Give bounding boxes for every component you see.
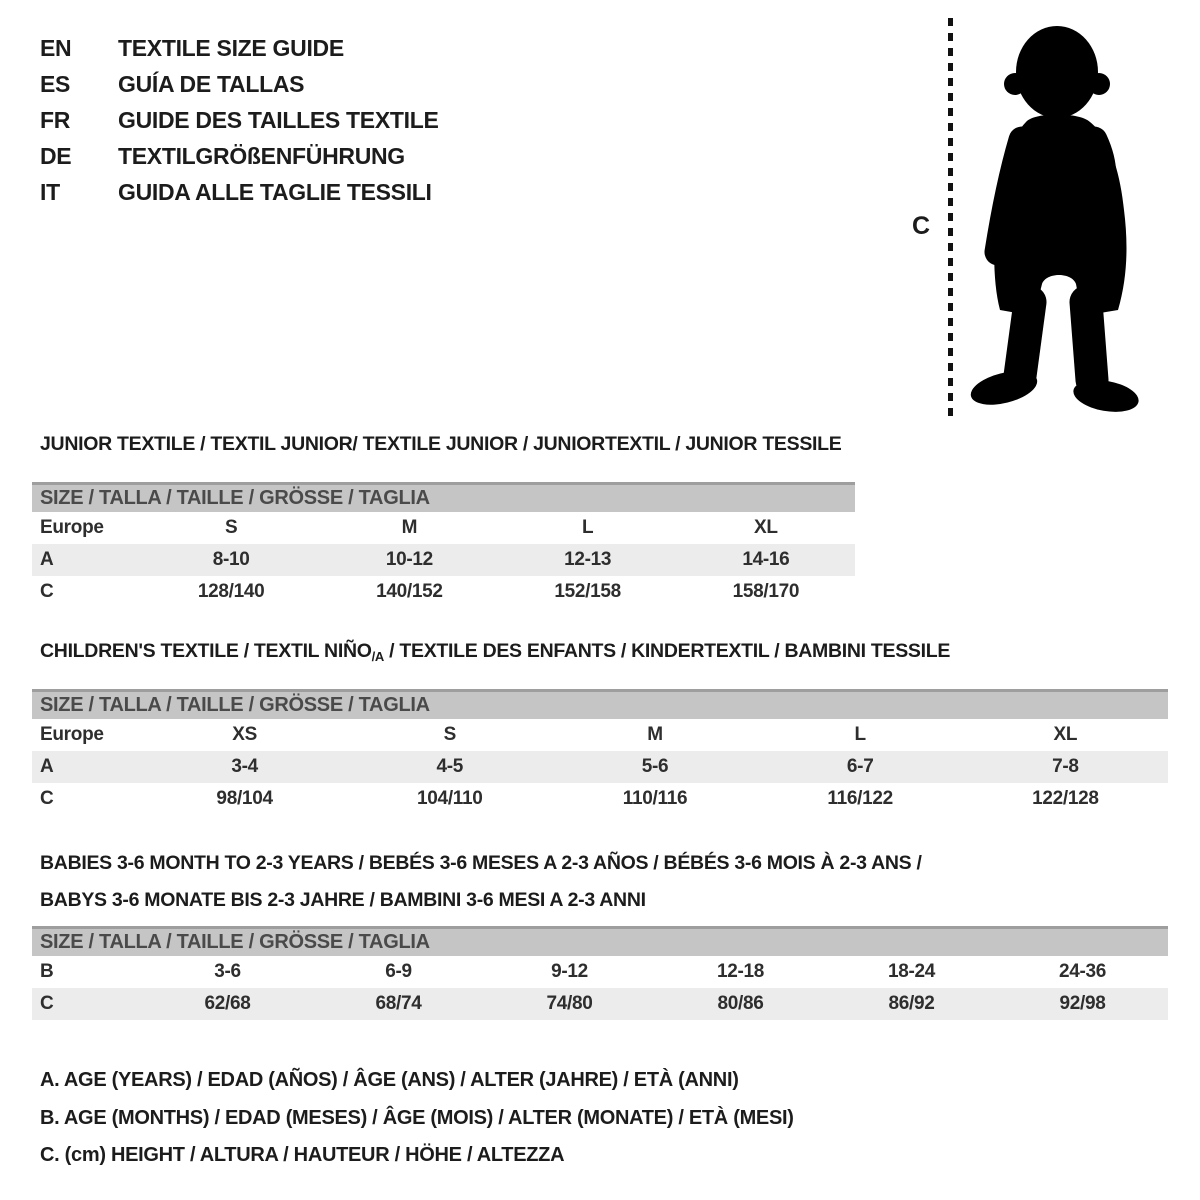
guide-title: GUÍA DE TALLAS (118, 70, 305, 97)
section-title-subscript: /A (371, 649, 385, 664)
size-cell: S (443, 724, 456, 745)
value-cell: 7-8 (1052, 756, 1079, 777)
legend-line-age-years: A. AGE (YEARS) / EDAD (AÑOS) / ÂGE (ANS) / ALTER (JAHRE) / ETÀ (ANNI) (40, 1069, 739, 1091)
value-cell: 98/104 (216, 788, 273, 809)
value-cell: 3-4 (231, 756, 258, 777)
value-cell: 86/92 (888, 993, 935, 1014)
table-row-height (32, 576, 855, 608)
junior-size-table (32, 482, 855, 608)
size-cell: S (224, 517, 238, 538)
value-cell: 10-12 (385, 549, 433, 570)
table-row-months (32, 956, 1168, 988)
size-cell: XS (232, 724, 257, 745)
row-label: A (40, 756, 54, 777)
value-cell: 104/110 (417, 788, 483, 809)
value-cell: 110/116 (622, 788, 688, 809)
row-label: C (40, 788, 54, 809)
section-title-part: / TEXTILE DES ENFANTS / KINDERTEXTIL / BAMBINI TESSILE (384, 640, 951, 662)
value-cell: 3-6 (214, 961, 241, 982)
value-cell: 12-18 (716, 961, 765, 982)
row-label: C (40, 993, 54, 1014)
size-header-bar: SIZE / TALLA / TAILLE / GRÖSSE / TAGLIA (32, 926, 1168, 956)
value-cell: 128/140 (197, 581, 265, 602)
babies-size-table (32, 926, 1168, 1020)
section-title-line: BABIES 3-6 MONTH TO 2-3 YEARS / BEBÉS 3-6 MESES A 2-3 AÑOS / BÉBÉS 3-6 MOIS À 2-3 ANS / (40, 852, 922, 874)
language-code: IT (40, 178, 60, 205)
language-code: EN (40, 34, 72, 61)
value-cell: 24-36 (1058, 961, 1107, 982)
language-header (40, 30, 439, 210)
table-row-age (32, 544, 855, 576)
row-label: Europe (40, 724, 104, 745)
section-title-children (40, 640, 950, 664)
table-row-height (32, 783, 1168, 815)
value-cell: 8-10 (212, 549, 250, 570)
language-code: DE (40, 142, 72, 169)
legend-line-height: C. (cm) HEIGHT / ALTURA / HAUTEUR / HÖHE / ALTEZZA (40, 1144, 565, 1166)
table-row-height (32, 988, 1168, 1020)
value-cell: 122/128 (1032, 788, 1099, 809)
guide-title: GUIDE DES TAILLES TEXTILE (118, 106, 439, 133)
size-cell: M (401, 517, 418, 538)
size-header-bar: SIZE / TALLA / TAILLE / GRÖSSE / TAGLIA (32, 482, 855, 512)
value-cell: 6-7 (846, 756, 874, 777)
value-cell: 74/80 (546, 993, 593, 1014)
value-cell: 5-6 (641, 756, 669, 777)
table-row-sizes (32, 719, 1168, 751)
value-cell: 116/122 (827, 788, 893, 809)
section-title-babies (40, 845, 922, 919)
guide-title: TEXTILGRÖßENFÜHRUNG (118, 142, 405, 169)
legend-line-age-months: B. AGE (MONTHS) / EDAD (MESES) / ÂGE (MOIS) / ALTER (MONATE) / ETÀ (MESI) (40, 1106, 794, 1129)
children-size-table (32, 689, 1168, 815)
legend (40, 1062, 794, 1175)
value-cell: 152/158 (554, 581, 621, 602)
language-row (40, 138, 439, 174)
table-row-age (32, 751, 1168, 783)
size-cell: L (581, 517, 594, 538)
size-cell: M (647, 724, 663, 745)
value-cell: 9-12 (551, 961, 588, 982)
section-title-junior: JUNIOR TEXTILE / TEXTIL JUNIOR/ TEXTILE JUNIOR / JUNIORTEXTIL / JUNIOR TESSILE (40, 433, 842, 455)
row-label: Europe (40, 517, 104, 538)
guide-title: GUIDA ALLE TAGLIE TESSILI (118, 178, 432, 205)
row-label: C (40, 581, 54, 602)
size-header-bar: SIZE / TALLA / TAILLE / GRÖSSE / TAGLIA (32, 689, 1168, 719)
language-row (40, 30, 439, 66)
section-title-part: CHILDREN'S TEXTILE / TEXTIL NIÑO (40, 640, 372, 662)
language-code: FR (40, 106, 71, 133)
height-measure-label: C (912, 212, 931, 240)
toddler-silhouette-icon (960, 14, 1146, 422)
guide-title: TEXTILE SIZE GUIDE (118, 34, 344, 61)
language-row (40, 66, 439, 102)
language-row (40, 102, 439, 138)
height-dotted-line (948, 18, 953, 416)
value-cell: 140/152 (376, 581, 443, 602)
size-cell: XL (1053, 724, 1078, 745)
table-row-sizes (32, 512, 855, 544)
size-cell: L (854, 724, 866, 745)
value-cell: 158/170 (732, 581, 800, 602)
value-cell: 4-5 (436, 756, 464, 777)
section-title-line: BABYS 3-6 MONATE BIS 2-3 JAHRE / BAMBINI 3-6 MESI A 2-3 ANNI (40, 889, 646, 911)
row-label: B (40, 961, 54, 982)
value-cell: 62/68 (204, 993, 251, 1014)
language-code: ES (40, 70, 71, 97)
value-cell: 18-24 (887, 961, 936, 982)
value-cell: 6-9 (385, 961, 412, 982)
value-cell: 12-13 (564, 549, 612, 570)
value-cell: 80/86 (717, 993, 764, 1014)
value-cell: 68/74 (375, 993, 422, 1014)
value-cell: 14-16 (742, 549, 790, 570)
row-label: A (40, 549, 54, 570)
size-cell: XL (754, 517, 778, 538)
language-row (40, 174, 439, 210)
value-cell: 92/98 (1059, 993, 1106, 1014)
